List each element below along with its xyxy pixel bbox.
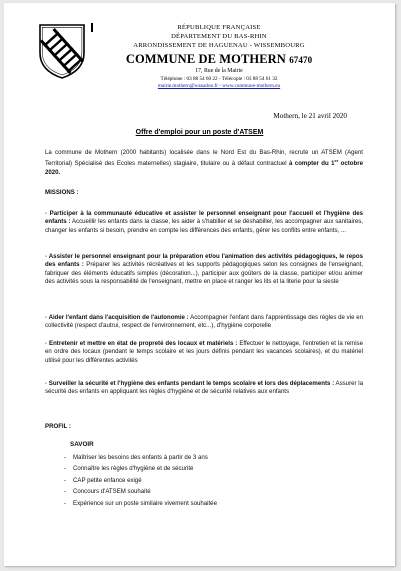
savoir-list — [64, 452, 364, 509]
missions-heading: MISSIONS : — [45, 189, 79, 196]
mission-title: Surveiller la sécurité et l'hygiène des enfants pendant le temps scolaire et lors des déplacements : — [48, 380, 335, 387]
list-item: - Expérience sur un poste similaire vivement souhaitée — [64, 498, 364, 509]
document-date: Mothern, le 21 avril 2020 — [273, 112, 347, 120]
mission-item — [45, 210, 363, 235]
mission-dash: - — [45, 340, 50, 347]
mission-title: Assister le personnel enseignant pour la préparation et/ou l'animation des activités pédagogiques, le repos des enfants : — [45, 253, 363, 269]
mission-text: Effectuer le nettoyage, l'entretien et la remise en ordre des locaux (pendant le temps scolaire et les jours définis pendant les vacances scolaires), et du matériel utilisé pour les différentes activités — [45, 340, 363, 364]
mission-item — [45, 380, 363, 397]
profil-heading: PROFIL : — [45, 423, 71, 430]
offer-title: Offre d'emploi pour un poste d'ATSEM — [135, 129, 264, 136]
commune-title — [96, 52, 342, 67]
intro-date-sup: er — [334, 158, 339, 164]
document-page — [4, 3, 395, 566]
mission-title: Aider l'enfant dans l'acquisition de l'autonomie : — [48, 314, 189, 321]
mission-text: Préparer les activités récréatives et les supports pédagogiques selon les consignes de l'enseignant, fabriquer des éléments éducatifs simples (décoration...), participer aux goûters de la classe, participer et/ou animer des activités sous la responsabilité de l'enseignant, mettre en place et ranger les lits et la literie pour la sieste — [45, 261, 363, 286]
mission-dash: - — [45, 253, 49, 260]
mission-dash: - — [45, 210, 50, 217]
mission-text: Accompagner l'enfant dans l'apprentissage des règles de vie en collectivité (respect d'autrui, respect de l'environnement, etc...), d'hygiène corporelle — [45, 314, 364, 330]
commune-postcode: 67470 — [289, 55, 313, 65]
coat-of-arms-ladder-icon — [38, 23, 86, 79]
mission-item — [45, 340, 363, 365]
savoir-heading: SAVOIR — [70, 441, 94, 448]
commune-name: COMMUNE DE MOTHERN — [125, 52, 286, 66]
mission-item — [45, 314, 363, 331]
mission-text: Accueillir les enfants dans la classe, les aider à s'habiller et se déshabiller, les accompagner aux sanitaires, changer les enfants si besoin, prendre en compte les différences des enfants, gérer les conflits entre enfants, ... — [45, 218, 363, 234]
header-phones: Téléphone : 03 88 54 60 22 - Télécopie : 03 88 54 61 32 — [160, 76, 278, 82]
mission-dash: - — [45, 380, 49, 387]
intro-date-prefix: à compter du 1 — [289, 160, 335, 168]
header-arrondissement: ARRONDISSEMENT DE HAGUENAU - WISSEMBOURG — [133, 42, 305, 49]
list-item: - Connaître les règles d'hygiène et de sécurité — [64, 463, 364, 474]
list-item: - Maîtriser les besoins des enfants à partir de 3 ans — [64, 452, 364, 463]
header-contacts[interactable]: mairie.mothern@wanadoo.fr - www.commune-mothern.eu — [157, 83, 281, 89]
mission-item — [45, 253, 363, 287]
mission-text: Assurer la sécurité des enfants en appliquant les règles d'hygiène et de sécurité relatives aux enfants — [45, 380, 363, 396]
mission-dash: - — [45, 314, 49, 321]
mission-title: Participer à la communauté éducative et assister le personnel enseignant pour l'accueil et l'hygiène des enfants : — [45, 210, 363, 226]
header-republique: RÉPUBLIQUE FRANÇAISE — [177, 24, 261, 31]
crest-mark — [91, 23, 93, 32]
list-item: - Concours d'ATSEM souhaité — [64, 486, 364, 497]
header-address: 17, Rue de la Mairie — [195, 68, 243, 74]
intro-date-suffix: octobre 2020. — [45, 160, 363, 176]
intro-paragraph — [45, 149, 363, 177]
mission-title: Entretenir et mettre en état de propreté des locaux et matériels : — [49, 340, 238, 347]
list-item: - CAP petite enfance exigé — [64, 475, 364, 486]
header-departement: DÉPARTEMENT DU BAS-RHIN — [171, 33, 267, 40]
intro-text: La commune de Mothern (2000 habitants) localisée dans le Nord Est du Bas-Rhin, recrute un ATSEM (Agent Territorial) Spécialisé des Ecoles maternelles) stagiaire, titulaire ou à défaut contractuel — [45, 149, 363, 168]
